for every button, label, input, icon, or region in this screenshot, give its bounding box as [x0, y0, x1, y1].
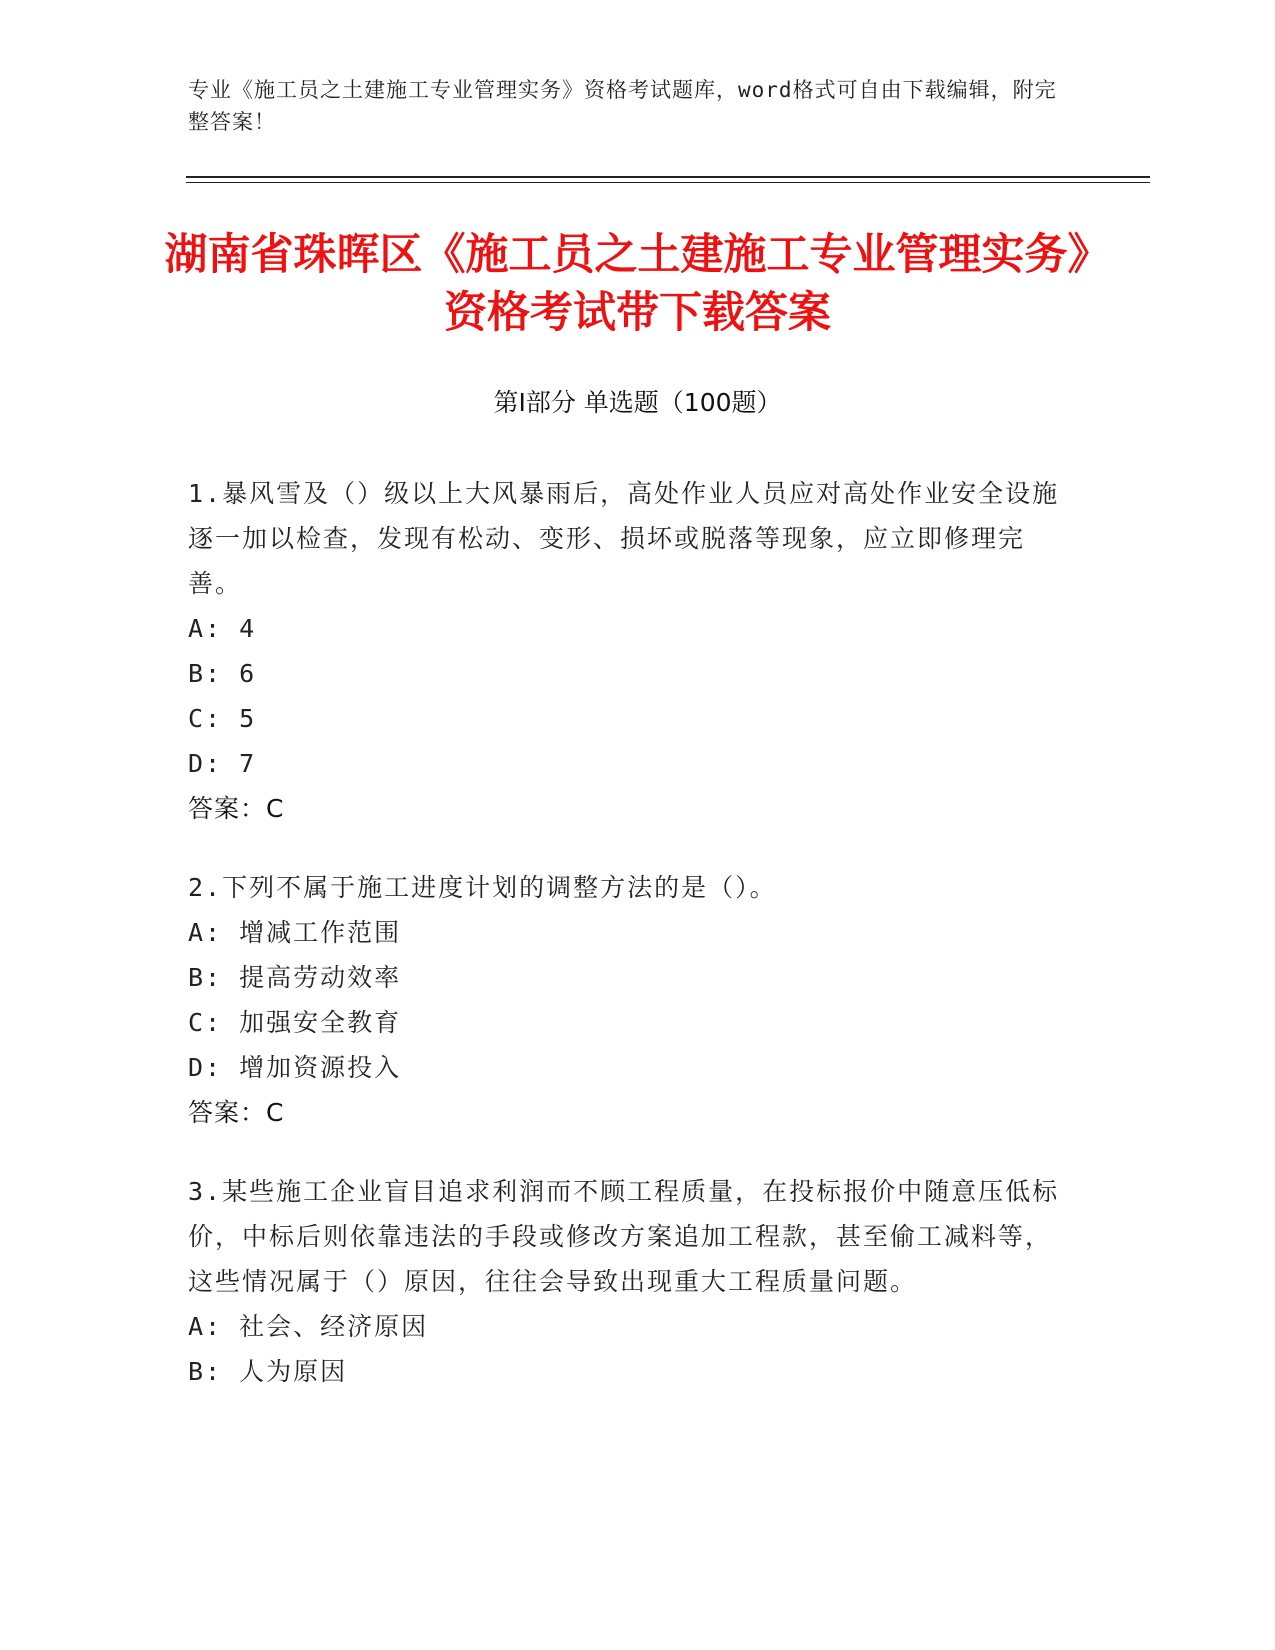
- section-heading: 第Ⅰ部分 单选题（100题）: [493, 388, 782, 417]
- option-b: B: 6: [188, 659, 257, 688]
- header-rule-thick: [186, 176, 1150, 178]
- question-text: 1.暴风雪及（）级以上大风暴雨后，高处作业人员应对高处作业安全设施逐一加以检查，发现有松动、变形、损坏或脱落等现象，应立即修理完善。: [188, 479, 1060, 598]
- question-3: [188, 1169, 1068, 1394]
- header-note: 专业《施工员之土建施工专业管理实务》资格考试题库，word格式可自由下载编辑，附完整答案！: [188, 78, 1057, 134]
- question-text: 2.下列不属于施工进度计划的调整方法的是（）。: [188, 873, 777, 902]
- option-a: A: 4: [188, 614, 257, 643]
- option-a: A: 社会、经济原因: [188, 1312, 429, 1341]
- option-b: B: 提高劳动效率: [188, 963, 402, 992]
- option-b: B: 人为原因: [188, 1357, 348, 1386]
- option-c: C: 加强安全教育: [188, 1008, 402, 1037]
- option-d: D: 增加资源投入: [188, 1053, 402, 1082]
- answer-line: 答案：C: [188, 794, 285, 823]
- option-a: A: 增减工作范围: [188, 918, 402, 947]
- answer-line: 答案：C: [188, 1098, 285, 1127]
- option-d: D: 7: [188, 749, 257, 778]
- question-list: [188, 471, 1068, 1428]
- question-1: [188, 471, 1068, 831]
- document-title: 湖南省珠晖区《施工员之土建施工专业管理实务》资格考试带下载答案: [164, 230, 1111, 338]
- option-c: C: 5: [188, 704, 257, 733]
- question-text: 3.某些施工企业盲目追求利润而不顾工程质量，在投标报价中随意压低标价，中标后则依靠违法的手段或修改方案追加工程款，甚至偷工减料等，这些情况属于（）原因，往往会导致出现重大工程质量问题。: [188, 1177, 1060, 1296]
- header-rule-thin: [186, 182, 1150, 183]
- question-2: [188, 865, 1068, 1135]
